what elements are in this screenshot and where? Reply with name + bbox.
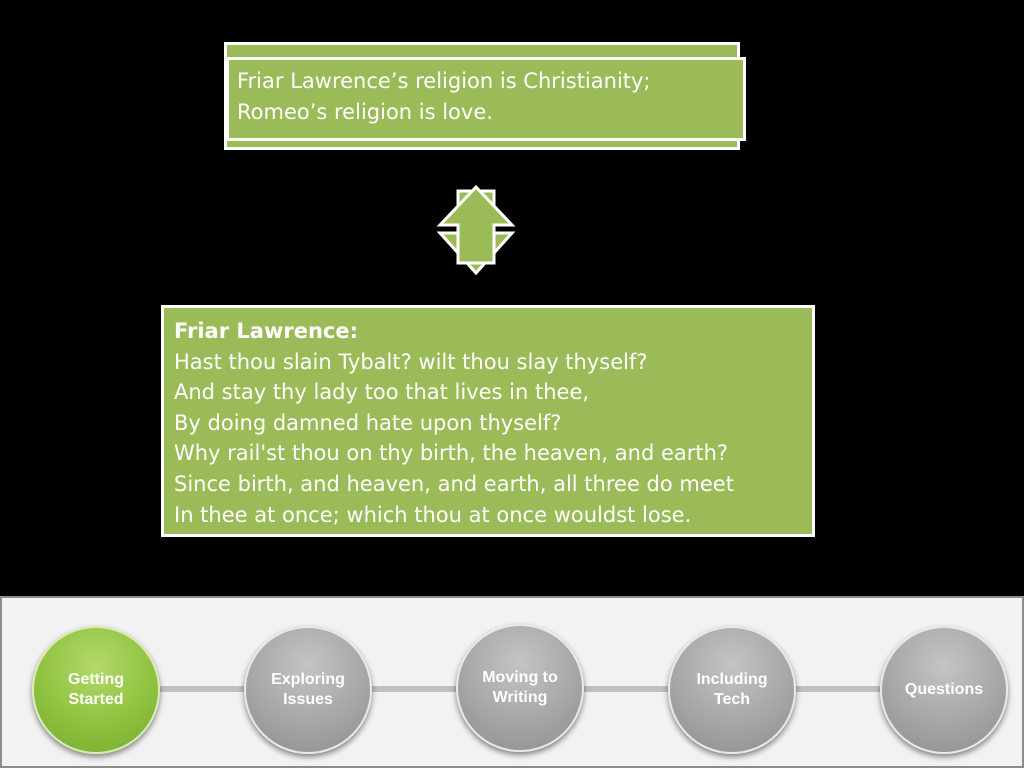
nav-label: Exploring Issues: [271, 671, 345, 708]
quote-line: Since birth, and heaven, and earth, all three do meet: [174, 471, 734, 496]
quote-line: Hast thou slain Tybalt? wilt thou slay thyself?: [174, 349, 648, 374]
top-quote-stack: [224, 42, 740, 150]
nav-label: Including Tech: [696, 671, 768, 708]
friar-lawrence-quote-box: [161, 305, 815, 537]
top-quote-line: Romeo’s religion is love.: [237, 100, 493, 124]
nav-exploring-issues-button[interactable]: [244, 626, 372, 754]
quote-line: And stay thy lady too that lives in thee,: [174, 380, 590, 405]
nav-getting-started-button[interactable]: [32, 626, 160, 754]
nav-including-tech-button[interactable]: [668, 626, 796, 754]
top-quote-box: [226, 57, 746, 141]
nav-label: Questions: [904, 681, 984, 698]
quote-line: By doing damned hate upon thyself?: [174, 410, 562, 435]
bottom-navigation: [0, 596, 1024, 768]
quote-line: In thee at once; which thou at once wouldst lose.: [174, 502, 692, 527]
quote-line: Why rail'st thou on thy birth, the heaven, and earth?: [174, 441, 729, 466]
up-down-arrow-icon: [436, 183, 516, 277]
nav-questions-button[interactable]: [880, 626, 1008, 754]
top-quote-line: Friar Lawrence’s religion is Christianity;: [237, 69, 651, 93]
nav-label: Getting Started: [68, 671, 124, 708]
quote-speaker: Friar Lawrence:: [174, 319, 358, 343]
nav-moving-to-writing-button[interactable]: [456, 624, 584, 752]
nav-label: Moving to Writing: [482, 669, 558, 706]
